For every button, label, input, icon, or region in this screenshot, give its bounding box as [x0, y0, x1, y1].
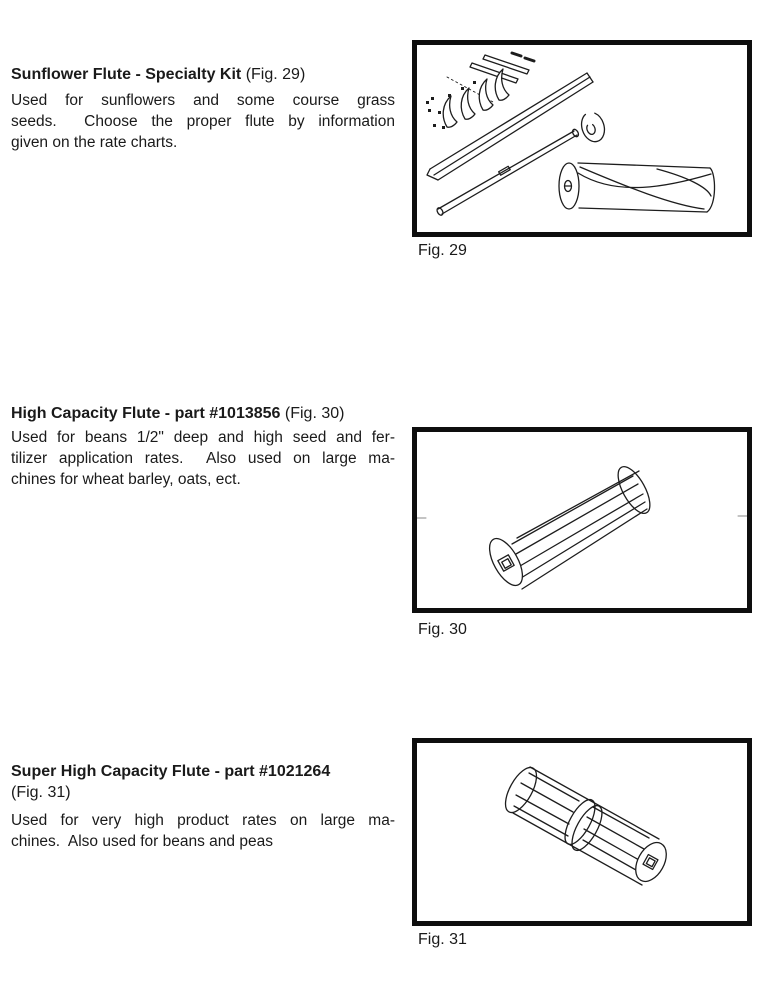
figure-frame-fig31 [412, 738, 752, 926]
figure-caption: Fig. 31 [418, 931, 467, 948]
body-paragraph [11, 427, 395, 490]
figure-frame-fig29 [412, 40, 752, 237]
drive-shaft [436, 128, 580, 216]
fluted-roller [483, 462, 656, 591]
figure-reference: (Fig. 29) [241, 66, 306, 83]
body-paragraph [11, 90, 395, 153]
body-line: Used for beans 1/2" deep and high seed and fer- [11, 429, 395, 446]
heading-bold-text: High Capacity Flute - part #1013856 [11, 405, 281, 422]
body-line: Used for very high product rates on large ma- [11, 812, 395, 829]
figure-caption: Fig. 30 [418, 621, 467, 638]
body-line: tilizer application rates. Also used on large ma- [11, 450, 395, 467]
double-fluted-roller [499, 763, 672, 887]
heading-bold-text: Sunflower Flute - Specialty Kit [11, 66, 242, 83]
heading-bold-text: Super High Capacity Flute - part #1021264 [11, 763, 331, 780]
figure-reference: (Fig. 30) [280, 405, 345, 422]
body-line: seeds. Choose the proper flute by information [11, 113, 395, 130]
body-paragraph [11, 810, 395, 852]
figure-reference-line2: (Fig. 31) [11, 784, 71, 801]
body-line: chines for wheat barley, oats, ect. [11, 471, 241, 488]
spiral-flute-cylinder [559, 163, 715, 212]
high-capacity-flute-drawing [417, 432, 747, 608]
section-heading-super-high-capacity-flute [11, 761, 330, 803]
section-heading-sunflower-flute [11, 64, 305, 85]
figure-frame-fig30 [412, 427, 752, 613]
body-line: given on the rate charts. [11, 134, 178, 151]
body-line: chines. Also used for beans and peas [11, 833, 273, 850]
spiked-wheel-assembly [426, 53, 534, 129]
body-line: Used for sunflowers and some course grass [11, 92, 395, 109]
super-high-capacity-flute-drawing [417, 743, 747, 921]
figure-caption: Fig. 29 [418, 242, 467, 259]
washer [578, 109, 608, 144]
sunflower-flute-kit-exploded-drawing [417, 45, 747, 232]
section-heading-high-capacity-flute [11, 403, 344, 424]
